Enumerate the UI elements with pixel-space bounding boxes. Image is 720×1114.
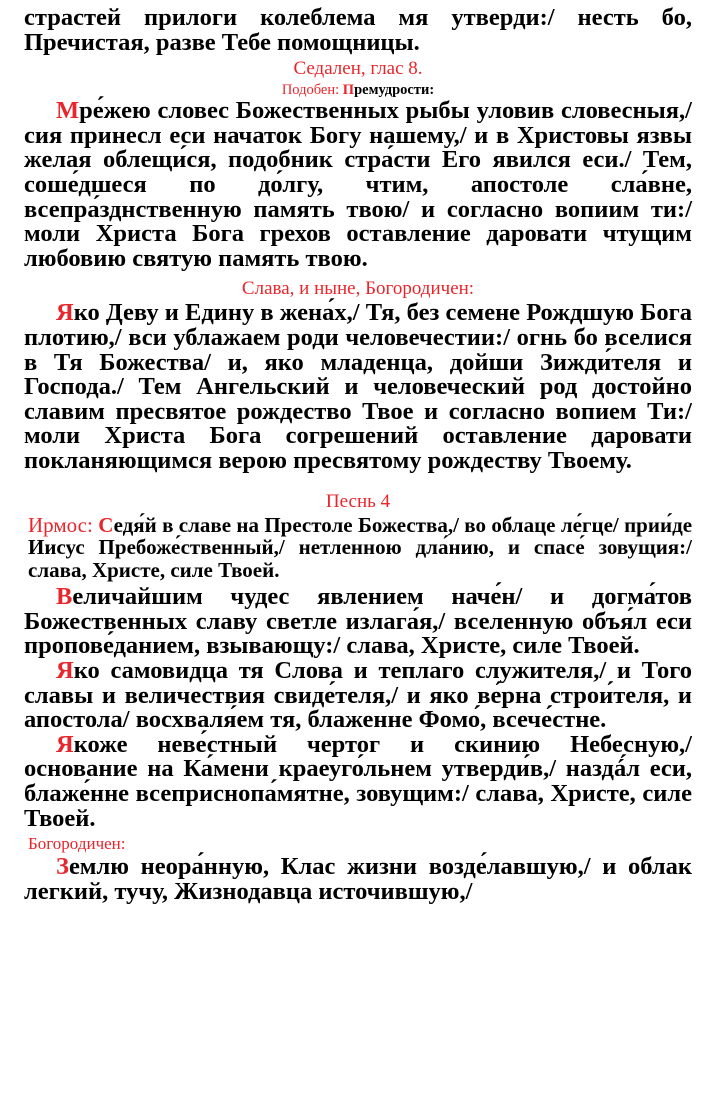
slava-initial: Я xyxy=(56,299,74,327)
irmos-label: Ирмос: xyxy=(28,512,93,537)
sedalen-initial: М xyxy=(56,97,80,125)
troparion-initial: Я xyxy=(56,657,74,685)
troparion-paragraph xyxy=(24,730,692,832)
intro-paragraph: страстей прилоги колеблема мя утверди:/ несть бо, Пречистая, разве Тебе помощницы. xyxy=(24,4,692,56)
bogorodichen-text: емлю неора́нную, Клас жизни возде́лавшую,/ и облак легкий, тучу, Жизнодавца источившую,/ xyxy=(24,853,692,905)
bogorodichen-paragraph xyxy=(24,855,692,904)
troparion-initial: В xyxy=(56,583,73,611)
troparion-paragraph xyxy=(24,659,692,733)
troparion-text: коже неве́стный чертог и скинию Небесную,/ основание на Ка́мени краеуго́льнем утверди́в,/ наздá́л еси, блаже́нне всеприснопа́мятне, зовущим:/ слава, Христе, силе Твоей. xyxy=(24,730,692,832)
troparion-text: ко самовидца тя Слова и теплаго служителя,/ и Того славы и величествия свиде́теля,/ и яко ве́рна строи́теля, и апостола/ восхваля́ем тя, блаженне Фомо́, всече́стне. xyxy=(24,657,692,734)
bogorodichen-initial: З xyxy=(56,853,69,881)
podoben-initial: П xyxy=(342,82,355,99)
podoben-label: Подобен: xyxy=(281,82,340,99)
troparion-text: еличайшим чудес явлением наче́н/ и догма́тов Божественных славу светле излага́я,/ вселенную объя́л еси пропове́данием, взывающу:/ слава, Христе, силе Твоей. xyxy=(24,583,692,660)
irmos-paragraph xyxy=(24,514,692,582)
sedalen-heading: Седален, глас 8. xyxy=(293,58,423,80)
slava-heading: Слава, и ныне, Богородичен: xyxy=(241,278,475,300)
irmos-initial: С xyxy=(98,512,114,537)
slava-text: ко Деву и Едину в жена́х,/ Тя, без семене Рождшую Бога плотию,/ вси ублажаем роди человечестии:/ огнь бо вселися в Тя Божества/ и, яко младенца, дойши Зижди́теля и Господа./ Тем Ангельский и человеческий род достойно славим пресвятое рождество Твое и согласно вопием Ти:/ моли Христа Бога согрешений оставление даровати покланяющимся верою пресвятому рождеству Твоему. xyxy=(24,299,692,474)
podoben-name xyxy=(343,82,434,98)
troparion-initial: Я xyxy=(56,730,74,758)
sedalen-paragraph xyxy=(24,99,692,271)
sedalen-text: ре́жею словес Божественных рыбы уловив словесныя,/ сия принесл еси начаток Богу нашему,/ и в Христовы язвы желая облещи́ся, подобник стра́сти Его явился еси./ Тем, соше́дшеся по до́лгу, чтим, апостоле сла́вне, всепра́зднственную память твою/ и согласно вопиим ти:/ моли Христа Бога грехов оставление даровати чтущим любовию святую память твою. xyxy=(24,97,692,272)
troparion-paragraph xyxy=(24,585,692,659)
podoben-rest: ремудрости: xyxy=(354,82,435,99)
irmos-text: едя́й в славе на Престоле Божества,/ во облаце ле́гце/ прии́де Иисус Пребоже́ственный,/ нетленною дла́нию, и спасе́ зовущия:/ слава, Христе, силе Твоей. xyxy=(28,512,693,582)
slava-paragraph xyxy=(24,301,692,473)
bogorodichen-heading: Богородичен: xyxy=(28,834,126,854)
pesn-heading: Песнь 4 xyxy=(325,490,391,512)
